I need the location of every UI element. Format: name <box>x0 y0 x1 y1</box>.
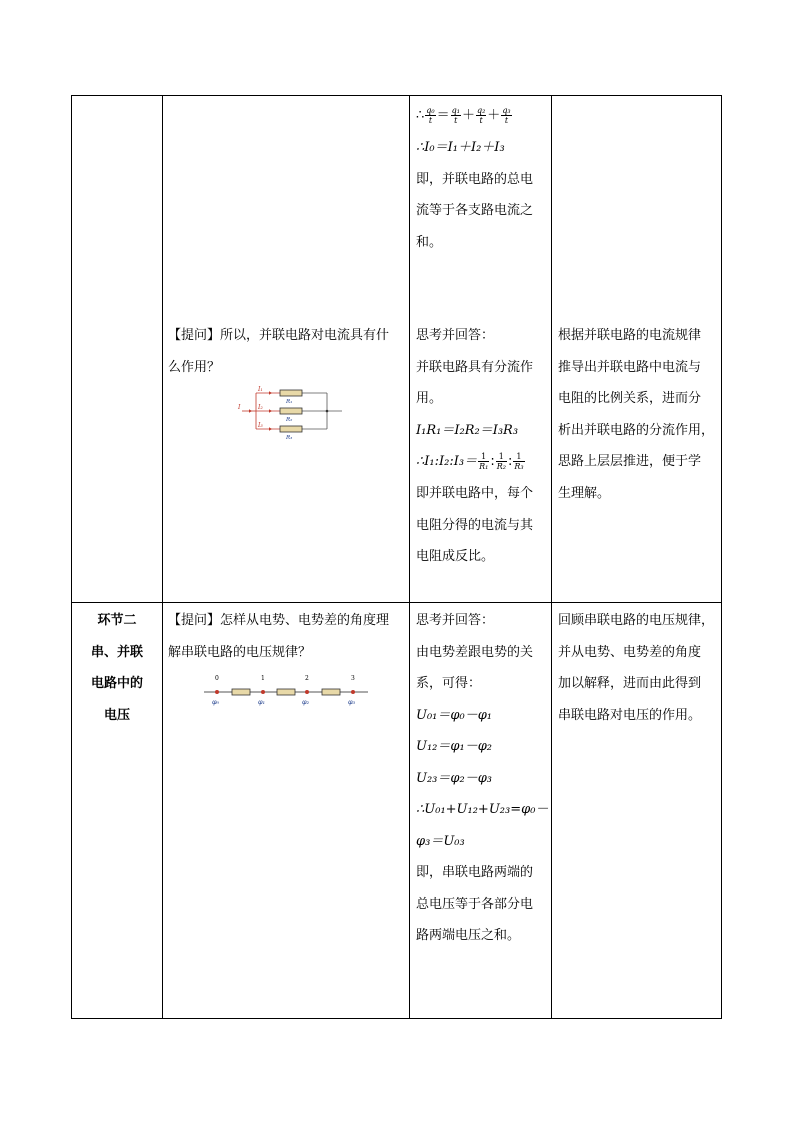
fraction-1-r2: $\frac{1}{\text{R₂}}$ <box>496 452 506 471</box>
label-i3: I₃ <box>258 422 263 429</box>
potential-label-0: φ₀ <box>212 698 220 706</box>
resistor-r3 <box>280 426 302 432</box>
stage-line-2: 串、并联 <box>90 644 143 660</box>
label-r2: R₂ <box>286 417 293 423</box>
label-i: I <box>238 404 241 411</box>
students-answer-series <box>416 605 550 952</box>
teacher-question-parallel <box>168 320 408 383</box>
answer-line-3: 系，可得： <box>416 676 482 691</box>
intent-line-4: 析出并联电路的分流作用， <box>558 422 715 438</box>
voltage-sum-line-1: ∴U₀₁+U₁₂+U₂₃=φ₀－ <box>416 802 549 817</box>
intent-line-4: 串联电路对电压的作用。 <box>558 707 702 723</box>
voltage-eq-23: U₂₃＝φ₂－φ₃ <box>416 770 493 786</box>
resistor-r2 <box>280 408 302 414</box>
teacher-question-series <box>168 605 408 668</box>
charge-sum-equation: ∴ $\frac{\text{q₀}}{t}$ ＝ $\frac{\text{q₁}}{t}$ ＋ $\frac{\text{q₂}}{t}$ ＋ $\frac{\text{q₃}}{t}$ <box>416 106 511 125</box>
question-line-2: 么作用？ <box>168 359 221 375</box>
node-label-1: 1 <box>261 675 265 682</box>
stage-line-4: 电压 <box>103 707 130 723</box>
fraction-1-r1: $\frac{1}{\text{R₁}}$ <box>479 452 489 471</box>
label-r1: R₁ <box>286 399 293 405</box>
question-line-2: 解串联电路的电压规律？ <box>168 644 312 660</box>
question-line-1: 【提问】怎样从电势、电势差的角度理 <box>168 613 390 628</box>
table-bottom-border <box>71 1018 722 1019</box>
junction-node <box>326 410 329 413</box>
col-border-4 <box>721 95 722 1018</box>
stage-label <box>72 605 162 731</box>
voltage-eq-12: U₁₂＝φ₁－φ₂ <box>416 739 493 754</box>
potential-label-3: φ₃ <box>348 698 356 706</box>
stage-line-3: 电路中的 <box>90 676 143 691</box>
intent-line-2: 并从电势、电势差的角度 <box>558 644 702 660</box>
col-border-1 <box>162 95 163 1018</box>
answer-line-4: 即，串联电路两端的 <box>416 865 534 880</box>
parallel-circuit-diagram <box>232 384 342 442</box>
potential-label-1: φ₁ <box>258 698 266 706</box>
therefore-symbol: ∴ <box>416 108 425 123</box>
intent-line-3: 电阻的比例关系，进而分 <box>558 391 702 406</box>
answer-line-4: 即并联电路中，每个 <box>416 486 534 501</box>
col-border-2 <box>409 95 410 1018</box>
label-i1: I₁ <box>258 386 263 393</box>
conclusion-line-3: 和。 <box>416 234 443 250</box>
intent-line-2: 推导出并联电路中电流与 <box>558 359 702 375</box>
answer-line-1: 思考并回答： <box>416 613 495 628</box>
current-ratio-equation: ∴I₁:I₂:I₃＝ $\frac{1}{\text{R₁}}$ : $\frac{1}{\text{R₂}}$ : $\frac{1}{\text{R₃}}$ <box>416 452 524 471</box>
answer-line-1: 思考并回答： <box>416 328 495 343</box>
conclusion-line-1: 即，并联电路的总电 <box>416 171 534 187</box>
potential-label-2: φ₂ <box>302 698 310 706</box>
fraction-q1-t: $\frac{\text{q₁}}{t}$ <box>451 106 460 125</box>
node-1 <box>261 690 265 694</box>
voltage-eq-01: U₀₁＝φ₀－φ₁ <box>416 707 493 723</box>
design-intent-parallel <box>558 320 722 509</box>
intent-line-3: 加以解释，进而由此得到 <box>558 676 702 691</box>
answer-line-3: 用。 <box>416 391 443 406</box>
fraction-q2-t: $\frac{\text{q₂}}{t}$ <box>476 106 486 125</box>
design-intent-series <box>558 605 722 731</box>
row-divider <box>71 602 722 603</box>
students-answer-parallel <box>416 320 550 573</box>
voltage-sum-line-2: φ₃＝U₀₃ <box>416 833 465 849</box>
students-derivation-current <box>416 100 546 258</box>
question-line-1: 【提问】所以，并联电路对电流具有什 <box>168 328 390 343</box>
node-label-2: 2 <box>305 675 309 682</box>
arrow-i <box>249 409 252 412</box>
node-2 <box>305 690 309 694</box>
intent-line-1: 回顾串联电路的电压规律， <box>558 613 715 628</box>
arrow-i1 <box>269 391 272 394</box>
intent-line-6: 生理解。 <box>558 485 611 501</box>
fraction-q3-t: $\frac{\text{q₃}}{t}$ <box>502 106 511 125</box>
answer-line-6: 电阻成反比。 <box>416 549 495 564</box>
series-resistor-2 <box>277 689 295 695</box>
table-top-border <box>71 95 722 96</box>
node-0 <box>215 690 219 694</box>
intent-line-5: 思路上层层推进，便于学 <box>558 454 702 469</box>
node-label-3: 3 <box>351 675 355 682</box>
intent-line-1: 根据并联电路的电流规律 <box>558 328 702 343</box>
answer-line-2: 并联电路具有分流作 <box>416 359 534 375</box>
col-border-3 <box>551 95 552 1018</box>
node-label-0: 0 <box>215 675 219 682</box>
resistor-r1 <box>280 390 302 396</box>
series-resistor-1 <box>232 689 250 695</box>
node-3 <box>351 690 355 694</box>
stage-line-1: 环节二 <box>97 613 137 628</box>
label-i2: I₂ <box>258 404 263 411</box>
answer-line-6: 路两端电压之和。 <box>416 928 521 943</box>
fraction-1-r3: $\frac{1}{\text{R₃}}$ <box>514 452 524 471</box>
answer-line-5: 总电压等于各部分电 <box>416 896 534 912</box>
col-border-0 <box>71 95 72 1018</box>
series-circuit-diagram <box>202 672 370 706</box>
label-r3: R₃ <box>286 435 293 441</box>
ir-equal-equation: I₁R₁＝I₂R₂＝I₃R₃ <box>416 422 519 438</box>
arrow-i3 <box>269 427 272 430</box>
arrow-i2 <box>269 409 272 412</box>
current-sum-equation: ∴I₀＝I₁＋I₂＋I₃ <box>416 140 505 155</box>
series-resistor-3 <box>322 689 340 695</box>
ratio-prefix: ∴I₁:I₂:I₃＝ <box>416 454 478 469</box>
answer-line-5: 电阻分得的电流与其 <box>416 517 534 533</box>
fraction-q0-t: $\frac{\text{q₀}}{t}$ <box>426 106 435 125</box>
answer-line-2: 由电势差跟电势的关 <box>416 644 534 660</box>
conclusion-line-2: 流等于各支路电流之 <box>416 203 534 218</box>
